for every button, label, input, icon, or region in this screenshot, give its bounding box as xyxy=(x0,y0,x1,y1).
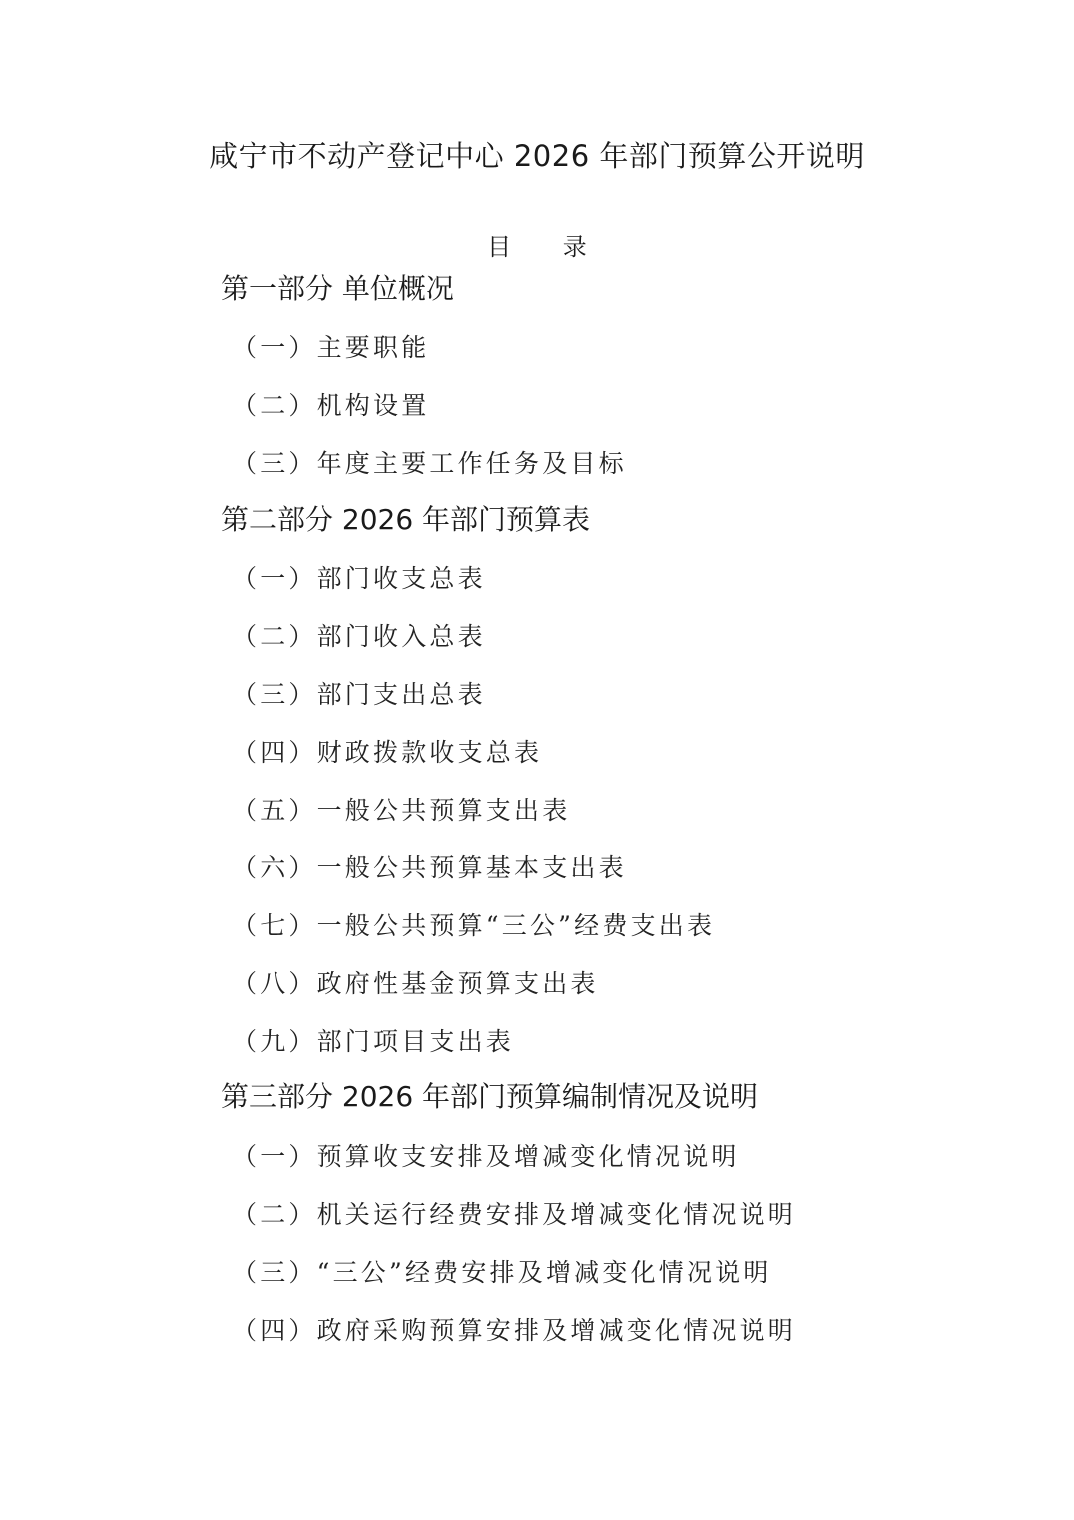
toc-item: （一）预算收支安排及增减变化情况说明 xyxy=(232,1142,740,1171)
part-1-heading: 第一部分 单位概况 xyxy=(221,272,454,305)
toc-item: （二）机构设置 xyxy=(232,391,430,420)
toc-item: （二）部门收入总表 xyxy=(232,622,486,651)
part-2-heading: 第二部分 2026 年部门预算表 xyxy=(221,503,591,536)
toc-item: （四）财政拨款收支总表 xyxy=(232,738,543,767)
toc-item: （一）主要职能 xyxy=(232,333,430,362)
document-title: 咸宁市不动产登记中心 2026 年部门预算公开说明 xyxy=(209,139,865,173)
toc-item: （四）政府采购预算安排及增减变化情况说明 xyxy=(232,1316,797,1345)
toc-item: （六）一般公共预算基本支出表 xyxy=(232,853,627,882)
toc-heading xyxy=(0,230,1074,264)
toc-item: （七）一般公共预算“三公”经费支出表 xyxy=(232,911,716,940)
toc-item: （三）部门支出总表 xyxy=(232,680,486,709)
toc-item: （三）“三公”经费安排及增减变化情况说明 xyxy=(232,1258,772,1287)
toc-item: （二）机关运行经费安排及增减变化情况说明 xyxy=(232,1200,797,1229)
toc-item: （一）部门收支总表 xyxy=(232,564,486,593)
toc-heading-text: 目 录 xyxy=(487,233,609,261)
toc-item: （五）一般公共预算支出表 xyxy=(232,796,571,825)
toc-item: （八）政府性基金预算支出表 xyxy=(232,969,599,998)
toc-item: （三）年度主要工作任务及目标 xyxy=(232,449,627,478)
part-3-heading: 第三部分 2026 年部门预算编制情况及说明 xyxy=(221,1080,759,1113)
toc-item: （九）部门项目支出表 xyxy=(232,1027,515,1056)
